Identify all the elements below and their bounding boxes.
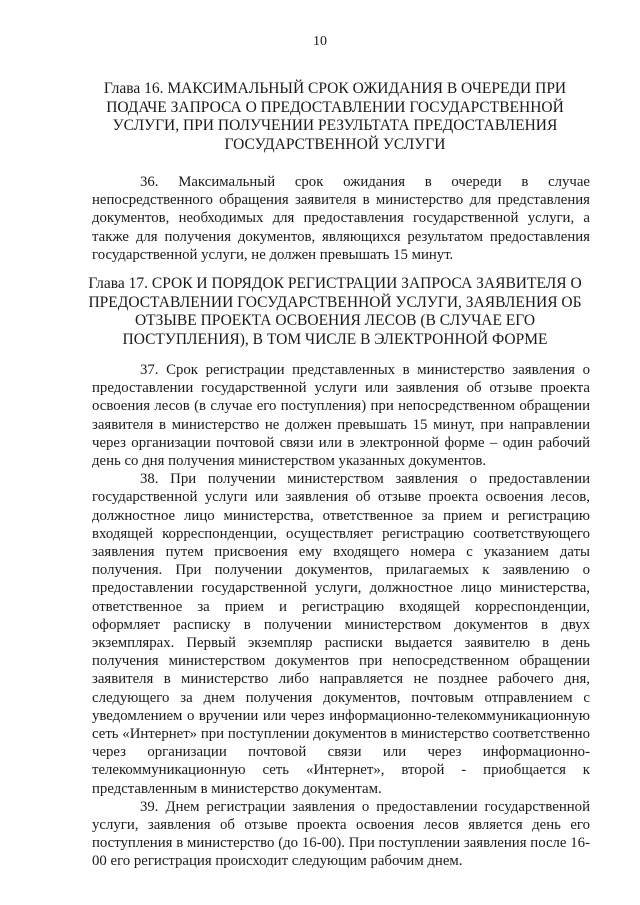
paragraph-37: 37. Срок регистрации представленных в министерство заявления о предоставлении государственной услуги или заявления об отзыве проекта освоения лесов (в случае его поступления) при непосредственном обращении заявителя в министерство не должен превышать 15 минут, при направлении через организации почтовой связи или в электронной форме – один рабочий день со дня получения министерством указанных документов.: [92, 362, 590, 470]
paragraph-36: 36. Максимальный срок ожидания в очереди в случае непосредственного обращения заявителя в министерство для представления документов, необходимых для предоставления государственной услуги, а также для получения документов, являющихся результатом предоставления государственной услуги, не должен превышать 15 минут.: [92, 174, 590, 263]
paragraph-38: 38. При получении министерством заявления о предоставлении государственной услуги или заявления об отзыве проекта освоения лесов, должностное лицо министерства, ответственное за прием и регистрацию входящей корреспонденции, осуществляет регистрацию соответствующего заявления путем присвоения ему входящего номера с указанием даты получения. При получении документов, прилагаемых к заявлению о предоставлении государственной услуги, должностное лицо министерства, ответственное за прием и регистрацию входящей корреспонденции, оформляет расписку в получении министерством документов в двух экземплярах. Первый экземпляр расписки выдается заявителю в день получения министерством документов при непосредственном обращении заявителя в министерство либо направляется не позднее рабочего дня, следующего за днем получения документов, почтовым отправлением с уведомлением о вручении или через информационно-телекоммуникационную сеть «Интернет» при поступлении документов в министерство соответственно через организации почтовой связи или через информационно-телекоммуникационную сеть «Интернет», второй - приобщается к представленным в министерство документам.: [92, 471, 590, 797]
chapter-16-body: [92, 173, 590, 264]
chapter-17-heading: Глава 17. СРОК И ПОРЯДОК РЕГИСТРАЦИИ ЗАПРОСА ЗАЯВИТЕЛЯ О ПРЕДОСТАВЛЕНИИ ГОСУДАРСТВЕННОЙ УСЛУГИ, ЗАЯВЛЕНИЯ ОБ ОТЗЫВЕ ПРОЕКТА ОСВОЕНИЯ ЛЕСОВ (В СЛУЧАЕ ЕГО ПОСТУПЛЕНИЯ), В ТОМ ЧИСЛЕ В ЭЛЕКТРОННОЙ ФОРМЕ: [88, 275, 582, 348]
paragraph-39: 39. Днем регистрации заявления о предоставлении государственной услуги, заявления об отзыве проекта освоения лесов является день его поступления в министерство (до 16-00). При поступлении заявления после 16-00 его регистрация происходит следующим рабочим днем.: [92, 798, 590, 870]
page-number: 10: [313, 34, 327, 49]
chapter-17-body: [92, 361, 590, 871]
chapter-16-heading: Глава 16. МАКСИМАЛЬНЫЙ СРОК ОЖИДАНИЯ В ОЧЕРЕДИ ПРИ ПОДАЧЕ ЗАПРОСА О ПРЕДОСТАВЛЕНИИ ГОСУДАРСТВЕННОЙ УСЛУГИ, ПРИ ПОЛУЧЕНИИ РЕЗУЛЬТАТА ПРЕДОСТАВЛЕНИЯ ГОСУДАРСТВЕННОЙ УСЛУГИ: [103, 80, 567, 153]
